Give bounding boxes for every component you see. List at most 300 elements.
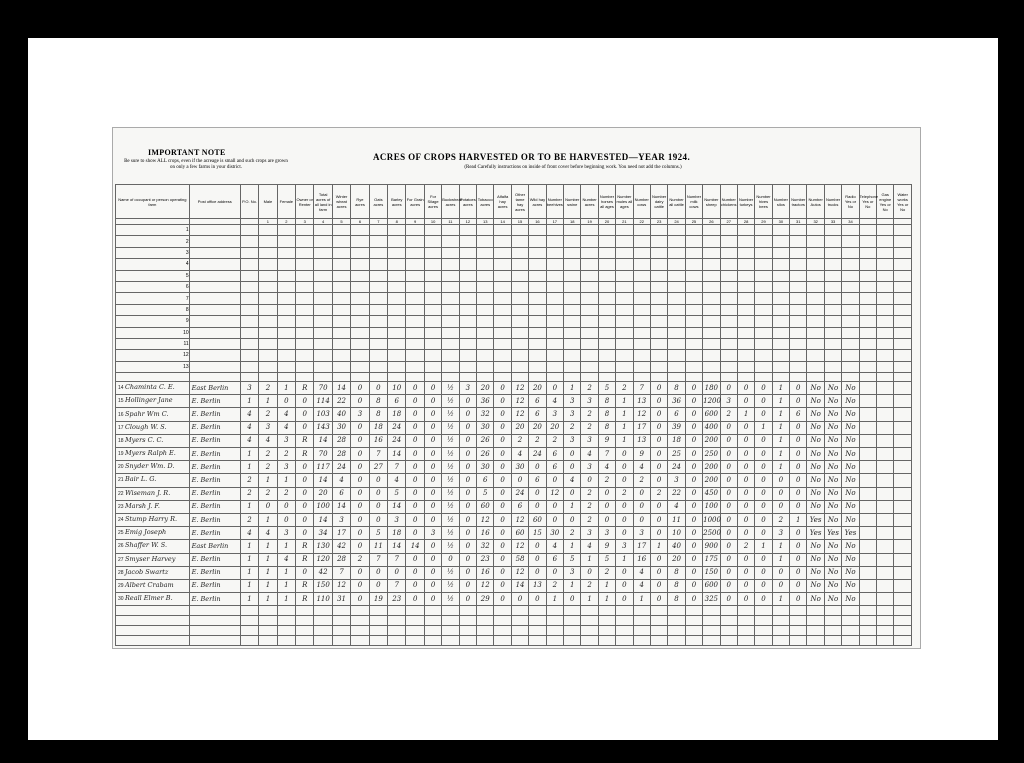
data-cell: 0 (790, 540, 807, 553)
data-cell: 0 (296, 513, 314, 526)
empty-cell (442, 373, 459, 382)
empty-cell (406, 606, 424, 616)
empty-cell (859, 382, 876, 395)
empty-cell (598, 338, 615, 349)
empty-cell (894, 606, 912, 616)
empty-cell (877, 247, 894, 258)
empty-cell (894, 434, 912, 447)
empty-cell (650, 270, 667, 281)
data-cell: 0 (494, 421, 511, 434)
empty-cell (859, 606, 876, 616)
empty-cell (494, 247, 511, 258)
empty-cell (859, 487, 876, 500)
occupant-name (116, 434, 190, 447)
empty-cell (511, 338, 528, 349)
occupant-name-text: Stump Harry R. (124, 515, 178, 524)
empty-cell (581, 236, 598, 247)
empty-cell (894, 540, 912, 553)
empty-cell (529, 236, 546, 247)
empty-cell (351, 350, 369, 361)
blank-row (116, 270, 912, 281)
empty-cell (546, 616, 563, 626)
empty-cell (494, 270, 511, 281)
data-cell: 0 (424, 553, 441, 566)
data-cell: No (824, 395, 841, 408)
empty-cell (755, 338, 772, 349)
empty-cell (877, 434, 894, 447)
empty-cell (842, 316, 859, 327)
column-header: Number turkeys (737, 185, 754, 219)
empty-cell (807, 259, 824, 270)
empty-cell (650, 259, 667, 270)
empty-cell (511, 270, 528, 281)
empty-cell (598, 316, 615, 327)
empty-cell (685, 361, 702, 372)
empty-cell (459, 247, 476, 258)
data-cell: 40 (332, 408, 350, 421)
empty-cell (685, 636, 702, 646)
data-cell: 0 (616, 593, 633, 606)
empty-cell (332, 636, 350, 646)
empty-cell (529, 327, 546, 338)
row-number: 15 (118, 398, 125, 405)
empty-cell (296, 247, 314, 258)
empty-cell (314, 350, 332, 361)
empty-cell (842, 606, 859, 616)
empty-cell (633, 616, 650, 626)
empty-cell (598, 247, 615, 258)
empty-cell (277, 225, 295, 236)
empty-cell (720, 236, 737, 247)
column-header: Number horses all ages (598, 185, 615, 219)
empty-cell (650, 606, 667, 616)
empty-cell (650, 316, 667, 327)
data-cell: 0 (494, 553, 511, 566)
data-cell: 0 (790, 434, 807, 447)
data-cell: 0 (424, 579, 441, 592)
empty-cell (259, 616, 277, 626)
data-cell: 0 (790, 382, 807, 395)
data-cell: ½ (442, 448, 459, 461)
empty-cell (616, 270, 633, 281)
data-cell: 0 (529, 593, 546, 606)
empty-cell (703, 236, 720, 247)
data-cell: No (824, 448, 841, 461)
data-cell: 18 (388, 408, 406, 421)
empty-cell (720, 327, 737, 338)
empty-cell (737, 361, 754, 372)
data-cell: 0 (351, 434, 369, 447)
empty-cell (598, 259, 615, 270)
empty-cell (116, 606, 190, 616)
row-number: 20 (118, 464, 125, 471)
empty-cell (277, 316, 295, 327)
empty-cell (314, 338, 332, 349)
data-cell: 0 (650, 474, 667, 487)
data-cell: 1 (240, 579, 258, 592)
data-cell: 0 (720, 434, 737, 447)
data-cell: 0 (369, 474, 387, 487)
empty-cell (494, 236, 511, 247)
column-number: 25 (685, 219, 702, 225)
data-cell: 1 (737, 408, 754, 421)
data-cell: 2 (546, 579, 563, 592)
empty-cell (296, 606, 314, 616)
post-office-address: E. Berlin (189, 527, 240, 540)
empty-cell (772, 338, 789, 349)
data-cell: 0 (351, 513, 369, 526)
empty-cell (633, 327, 650, 338)
data-cell: 600 (703, 579, 720, 592)
data-cell: 0 (442, 553, 459, 566)
empty-cell (259, 373, 277, 382)
data-cell: 6 (529, 408, 546, 421)
empty-cell (369, 327, 387, 338)
data-cell: 0 (546, 566, 563, 579)
data-cell: 0 (737, 461, 754, 474)
data-cell: 0 (494, 527, 511, 540)
data-cell: 0 (406, 408, 424, 421)
empty-cell (314, 606, 332, 616)
data-cell: No (807, 487, 824, 500)
empty-cell (807, 247, 824, 258)
data-cell: No (807, 448, 824, 461)
data-cell: 0 (790, 566, 807, 579)
data-cell: No (824, 579, 841, 592)
column-number: 23 (650, 219, 667, 225)
empty-cell (351, 327, 369, 338)
column-header: Total acres of all land in farm (314, 185, 332, 219)
empty-cell (332, 626, 350, 636)
table-row (116, 434, 912, 447)
data-cell: 20 (668, 553, 685, 566)
data-cell: 1 (277, 579, 295, 592)
data-cell: 0 (459, 579, 476, 592)
data-cell: No (807, 382, 824, 395)
empty-cell (859, 361, 876, 372)
data-cell: 0 (720, 448, 737, 461)
empty-cell (424, 373, 441, 382)
data-cell: 0 (755, 408, 772, 421)
data-cell: 16 (477, 527, 494, 540)
table-row (116, 382, 912, 395)
empty-cell (807, 304, 824, 315)
table-row (116, 461, 912, 474)
column-header: Number tractors (790, 185, 807, 219)
empty-cell (790, 361, 807, 372)
empty-cell (116, 626, 190, 636)
column-header: Number chickens (720, 185, 737, 219)
empty-cell (189, 616, 240, 626)
empty-cell (259, 327, 277, 338)
data-cell: 0 (685, 540, 702, 553)
empty-cell (564, 281, 581, 292)
data-cell: 22 (668, 487, 685, 500)
empty-row (116, 616, 912, 626)
empty-cell (877, 579, 894, 592)
table-row (116, 408, 912, 421)
data-cell: 7 (332, 566, 350, 579)
data-cell: 0 (424, 448, 441, 461)
data-cell: R (296, 579, 314, 592)
data-cell: R (296, 434, 314, 447)
data-cell: No (824, 593, 841, 606)
empty-cell (650, 225, 667, 236)
empty-cell (842, 361, 859, 372)
empty-cell (277, 636, 295, 646)
occupant-name (116, 408, 190, 421)
empty-cell (685, 225, 702, 236)
data-cell: 0 (459, 513, 476, 526)
post-office-address: E. Berlin (189, 395, 240, 408)
data-cell: 7 (369, 553, 387, 566)
occupant-name (116, 540, 190, 553)
data-cell: 24 (388, 434, 406, 447)
empty-cell (546, 270, 563, 281)
data-cell: 14 (332, 500, 350, 513)
column-number: 5 (332, 219, 350, 225)
data-cell: 5 (598, 382, 615, 395)
data-cell: 4 (240, 527, 258, 540)
empty-cell (240, 270, 258, 281)
row-number: 27 (118, 556, 125, 563)
empty-cell (314, 616, 332, 626)
empty-cell (511, 636, 528, 646)
blank-row (116, 281, 912, 292)
post-office-address: East Berlin (189, 382, 240, 395)
data-cell: 0 (685, 408, 702, 421)
data-cell: 2 (772, 513, 789, 526)
empty-cell (616, 606, 633, 616)
data-cell: 2 (277, 487, 295, 500)
empty-cell (894, 553, 912, 566)
empty-cell (332, 316, 350, 327)
empty-cell (296, 225, 314, 236)
empty-cell (720, 373, 737, 382)
empty-cell (772, 259, 789, 270)
data-cell: 0 (277, 500, 295, 513)
data-cell: 4 (598, 461, 615, 474)
empty-cell (189, 225, 240, 236)
empty-cell (859, 247, 876, 258)
column-header: Barley acres (388, 185, 406, 219)
column-header: Number beehives (546, 185, 563, 219)
data-cell: 0 (616, 461, 633, 474)
empty-cell (581, 225, 598, 236)
empty-cell (332, 616, 350, 626)
empty-cell (442, 626, 459, 636)
data-cell: 0 (459, 487, 476, 500)
data-cell: 0 (685, 434, 702, 447)
data-cell: 6 (529, 474, 546, 487)
data-cell: 17 (633, 540, 650, 553)
empty-cell (388, 636, 406, 646)
empty-cell (494, 259, 511, 270)
row-number: 10 (116, 327, 190, 338)
empty-cell (546, 350, 563, 361)
data-cell: 12 (546, 487, 563, 500)
empty-cell (529, 616, 546, 626)
data-cell: 4 (581, 448, 598, 461)
data-cell: 4 (633, 461, 650, 474)
empty-cell (633, 259, 650, 270)
empty-cell (277, 247, 295, 258)
empty-cell (388, 327, 406, 338)
empty-cell (529, 270, 546, 281)
empty-cell (511, 225, 528, 236)
empty-cell (296, 236, 314, 247)
data-cell: 117 (314, 461, 332, 474)
empty-cell (332, 361, 350, 372)
empty-cell (189, 361, 240, 372)
empty-cell (477, 236, 494, 247)
column-number: 9 (406, 219, 424, 225)
data-cell: No (842, 487, 859, 500)
empty-cell (277, 350, 295, 361)
data-cell: 20 (546, 421, 563, 434)
empty-cell (189, 350, 240, 361)
empty-cell (351, 373, 369, 382)
data-cell: 2 (240, 513, 258, 526)
data-cell: 0 (720, 487, 737, 500)
data-cell: 0 (755, 566, 772, 579)
data-cell: 0 (650, 566, 667, 579)
column-number: 8 (388, 219, 406, 225)
empty-cell (424, 316, 441, 327)
empty-cell (351, 361, 369, 372)
occupant-name-text: Jacob Swartz (124, 567, 169, 576)
empty-cell (824, 616, 841, 626)
empty-cell (529, 606, 546, 616)
empty-cell (772, 316, 789, 327)
data-cell: 0 (737, 579, 754, 592)
data-cell: 0 (459, 566, 476, 579)
empty-cell (277, 361, 295, 372)
empty-cell (633, 316, 650, 327)
empty-cell (877, 293, 894, 304)
data-cell: 4 (668, 500, 685, 513)
row-number: 1 (116, 225, 190, 236)
empty-cell (703, 350, 720, 361)
empty-cell (296, 616, 314, 626)
table-row (116, 540, 912, 553)
empty-cell (564, 327, 581, 338)
data-cell: 0 (737, 513, 754, 526)
empty-cell (240, 316, 258, 327)
empty-cell (842, 616, 859, 626)
occupant-name (116, 553, 190, 566)
column-header: For Grain acres (406, 185, 424, 219)
data-cell: No (824, 434, 841, 447)
data-cell: 70 (314, 382, 332, 395)
empty-cell (296, 270, 314, 281)
empty-cell (859, 636, 876, 646)
data-cell: 0 (406, 579, 424, 592)
data-cell: 0 (755, 500, 772, 513)
data-cell: 1 (772, 408, 789, 421)
data-cell: 14 (388, 448, 406, 461)
empty-cell (633, 606, 650, 616)
data-cell: 12 (477, 579, 494, 592)
empty-cell (877, 395, 894, 408)
empty-cell (894, 382, 912, 395)
empty-cell (737, 293, 754, 304)
data-cell: 24 (529, 448, 546, 461)
empty-cell (703, 361, 720, 372)
empty-cell (894, 350, 912, 361)
empty-cell (406, 338, 424, 349)
empty-cell (616, 338, 633, 349)
empty-cell (668, 247, 685, 258)
empty-cell (842, 373, 859, 382)
data-cell: 0 (459, 395, 476, 408)
data-cell: 3 (564, 434, 581, 447)
empty-cell (189, 304, 240, 315)
empty-cell (790, 304, 807, 315)
empty-cell (351, 293, 369, 304)
empty-cell (406, 327, 424, 338)
empty-cell (859, 553, 876, 566)
empty-cell (406, 361, 424, 372)
column-number: 13 (477, 219, 494, 225)
empty-cell (259, 281, 277, 292)
data-cell: 0 (424, 593, 441, 606)
empty-cell (494, 281, 511, 292)
empty-cell (511, 616, 528, 626)
empty-cell (494, 225, 511, 236)
empty-cell (351, 316, 369, 327)
empty-cell (511, 626, 528, 636)
empty-cell (877, 327, 894, 338)
data-cell: No (824, 382, 841, 395)
data-cell: 2 (598, 566, 615, 579)
data-cell: ½ (442, 579, 459, 592)
empty-cell (511, 281, 528, 292)
empty-cell (459, 626, 476, 636)
table-row (116, 487, 912, 500)
data-cell: 0 (546, 382, 563, 395)
data-cell: No (824, 553, 841, 566)
data-cell: 0 (296, 487, 314, 500)
data-cell: 0 (494, 474, 511, 487)
data-cell: 0 (529, 461, 546, 474)
empty-cell (546, 327, 563, 338)
row-number: 22 (118, 490, 125, 497)
empty-cell (755, 304, 772, 315)
empty-cell (314, 361, 332, 372)
empty-cell (877, 316, 894, 327)
empty-cell (650, 304, 667, 315)
empty-cell (388, 270, 406, 281)
data-cell: 0 (296, 474, 314, 487)
empty-cell (546, 259, 563, 270)
empty-cell (424, 247, 441, 258)
data-cell: 8 (668, 593, 685, 606)
data-cell: 9 (598, 434, 615, 447)
empty-cell (720, 616, 737, 626)
empty-cell (424, 350, 441, 361)
empty-cell (546, 373, 563, 382)
empty-cell (790, 373, 807, 382)
empty-cell (277, 606, 295, 616)
data-cell: 0 (650, 408, 667, 421)
empty-cell (240, 281, 258, 292)
data-cell: 0 (598, 513, 615, 526)
empty-cell (737, 316, 754, 327)
empty-cell (332, 327, 350, 338)
column-number: 16 (529, 219, 546, 225)
empty-cell (772, 236, 789, 247)
